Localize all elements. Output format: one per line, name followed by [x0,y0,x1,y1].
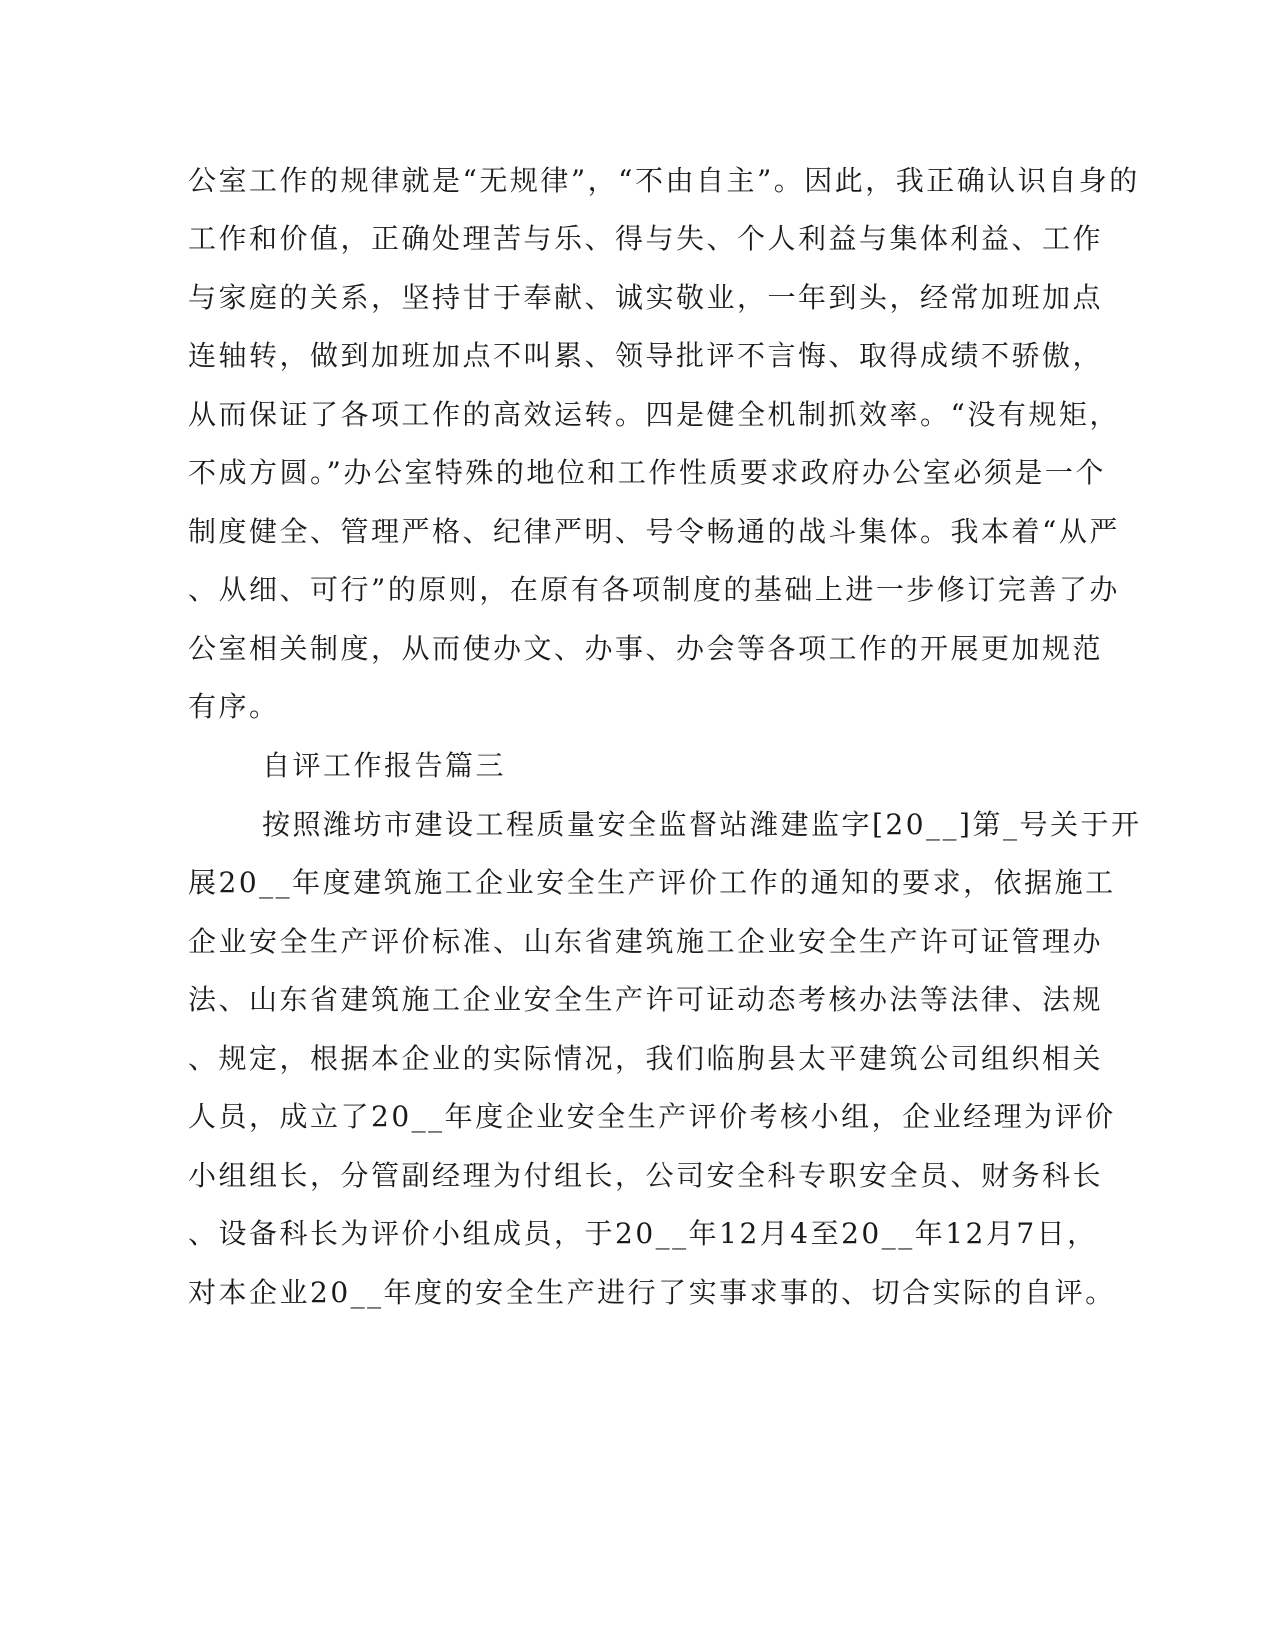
body-text-line: 企业安全生产评价标准、山东省建筑施工企业安全生产许可证管理办 [188,925,1104,958]
body-text-line: 、规定，根据本企业的实际情况，我们临朐县太平建筑公司组织相关 [188,1042,1104,1075]
body-text-line: 公室工作的规律就是“无规律”，“不由自主”。因此，我正确认识自身的 [188,164,1140,197]
body-text-line: 、设备科长为评价小组成员，于20__年12月4至20__年12月7日， [188,1217,1098,1250]
body-text-line: 、从细、可行”的原则，在原有各项制度的基础上进一步修订完善了办 [188,573,1120,606]
body-text-line: 制度健全、管理严格、纪律严明、号令畅通的战斗集体。我本着“从严 [188,515,1120,548]
body-text-line: 人员，成立了20__年度企业安全生产评价考核小组，企业经理为评价 [188,1100,1116,1133]
body-text-line: 不成方圆。”办公室特殊的地位和工作性质要求政府办公室必须是一个 [188,456,1106,489]
body-text-line: 展20__年度建筑施工企业安全生产评价工作的通知的要求，依据施工 [188,866,1116,899]
body-text-line: 法、山东省建筑施工企业安全生产许可证动态考核办法等法律、法规 [188,983,1104,1016]
section-heading: 自评工作报告篇三 [262,749,507,782]
body-text-line: 与家庭的关系，坚持甘于奉献、诚实敬业，一年到头，经常加班加点 [188,281,1104,314]
body-text-line: 小组组长，分管副经理为付组长，公司安全科专职安全员、财务科长 [188,1159,1104,1192]
body-text-line: 公室相关制度，从而使办文、办事、办会等各项工作的开展更加规范 [188,632,1104,665]
body-text-line: 从而保证了各项工作的高效运转。四是健全机制抓效率。“没有规矩， [188,398,1120,431]
body-text-line: 工作和价值，正确处理苦与乐、得与失、个人利益与集体利益、工作 [188,222,1104,255]
body-text-line: 连轴转，做到加班加点不叫累、领导批评不言悔、取得成绩不骄傲， [188,339,1104,372]
body-text-line: 按照潍坊市建设工程质量安全监督站潍建监字[20__]第_号关于开 [262,808,1142,841]
body-text-line: 有序。 [188,690,280,723]
body-text-line: 对本企业20__年度的安全生产进行了实事求事的、切合实际的自评。 [188,1276,1116,1309]
